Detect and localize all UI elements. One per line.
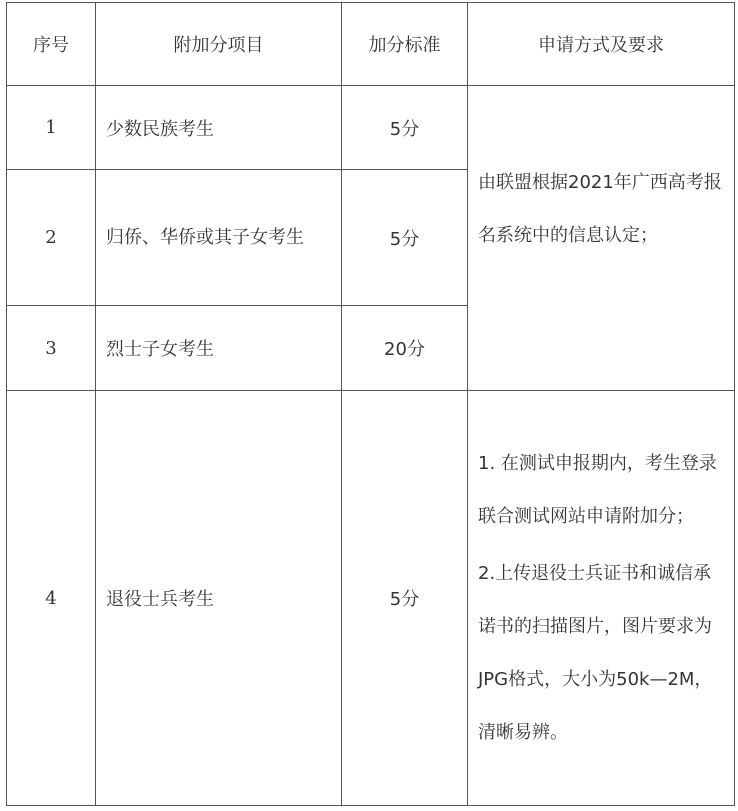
row-no: 3	[7, 306, 96, 391]
row-item: 少数民族考生	[96, 86, 342, 170]
method-cell-a	[468, 86, 735, 391]
row-score: 20分	[342, 306, 468, 391]
method-text-a: 由联盟根据2021年广西高考报名系统中的信息认定；	[478, 172, 722, 246]
header-item: 附加分项目	[96, 3, 342, 86]
row-score: 5分	[342, 86, 468, 170]
header-score: 加分标准	[342, 3, 468, 86]
row-item: 烈士子女考生	[96, 306, 342, 391]
method-cell-b	[468, 391, 735, 806]
row-no: 1	[7, 86, 96, 170]
method-text-b1: 1. 在测试申报期内，考生登录联合测试网站申请附加分；	[478, 453, 717, 527]
table-row	[7, 391, 735, 806]
row-score: 5分	[342, 391, 468, 806]
row-no: 4	[7, 391, 96, 806]
row-no: 2	[7, 170, 96, 306]
header-no: 序号	[7, 3, 96, 86]
bonus-points-table	[6, 2, 735, 806]
row-item: 退役士兵考生	[96, 391, 342, 806]
table-header-row	[7, 3, 735, 86]
row-score: 5分	[342, 170, 468, 306]
table-row	[7, 86, 735, 170]
row-item: 归侨、华侨或其子女考生	[96, 170, 342, 306]
method-text-b2: 2.上传退役士兵证书和诚信承诺书的扫描图片，图片要求为JPG格式，大小为50k—2M，清晰易辨。	[478, 563, 713, 743]
header-method: 申请方式及要求	[468, 3, 735, 86]
